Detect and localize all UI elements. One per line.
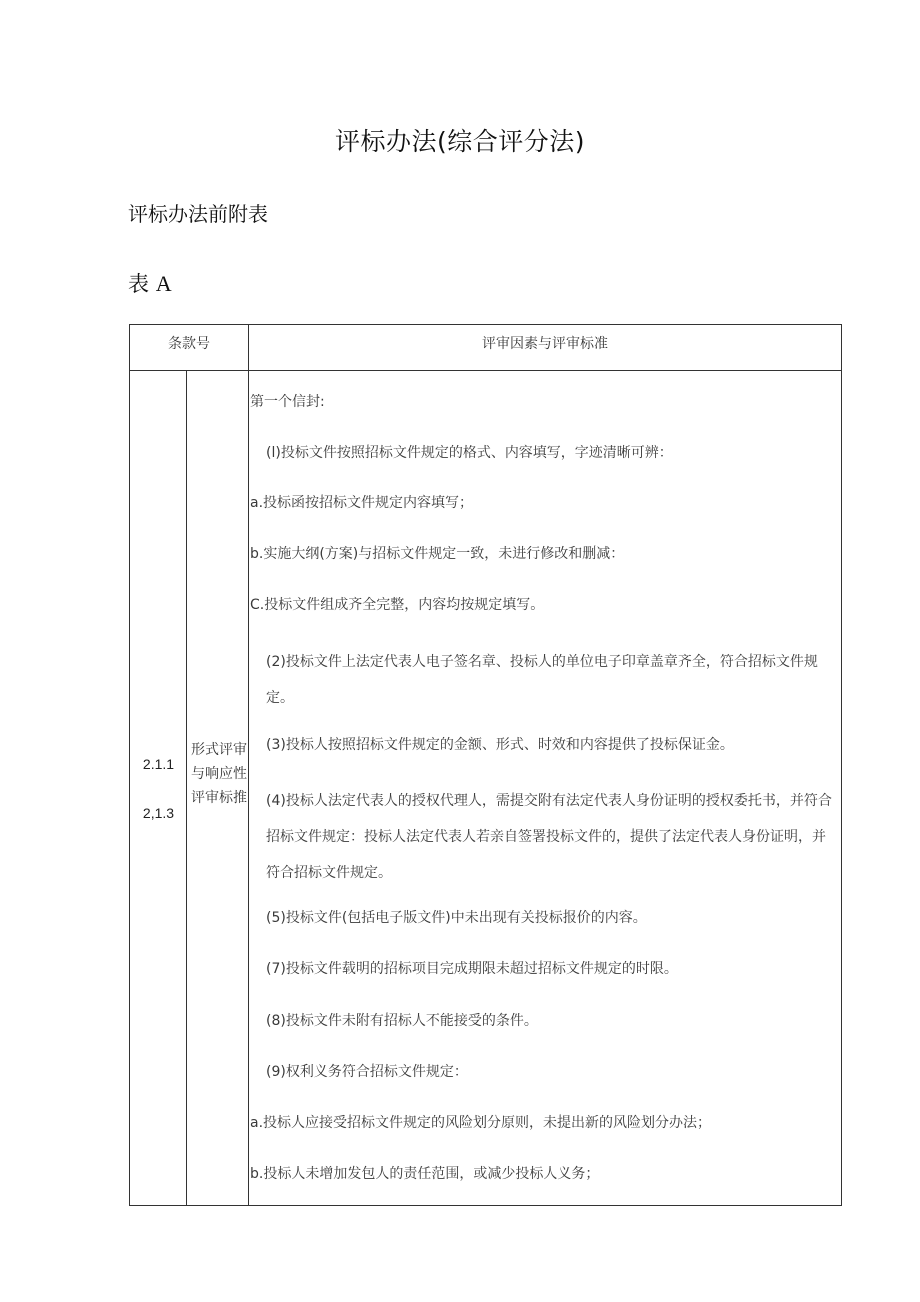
table-column-divider-sub [186, 370, 187, 1206]
criteria-line: (8)投标文件未附有招标人不能接受的条件。 [266, 1013, 538, 1029]
criteria-line: b.投标人未增加发包人的责任范围，或减少投标人义务； [250, 1166, 600, 1182]
criteria-line: (3)投标人按照招标文件规定的金额、形式、时效和内容提供了投标保证金。 [266, 737, 734, 753]
clause-number: 2.1.1 [142, 756, 175, 772]
header-clause-number: 条款号 [168, 336, 210, 352]
criteria-line: a.投标人应接受招标文件规定的风险划分原则，未提出新的风险划分办法； [250, 1115, 712, 1131]
table-label [128, 268, 172, 300]
criteria-line: (2)投标文件上法定代表人电子签名章、投标人的单位电子印章盖章齐全，符合招标文件规定。 [266, 654, 818, 706]
table-column-divider-main [248, 324, 249, 1206]
table-header-divider [129, 370, 842, 371]
document-title: 评标办法(综合评分法) [334, 127, 585, 156]
criteria-line: (l)投标文件按照招标文件规定的格式、内容填写，字迹清晰可辨： [266, 445, 673, 461]
review-category: 形式评审与响应性评审标推 [191, 742, 247, 806]
criteria-line: b.实施大纲(方案)与招标文件规定一致，未进行修改和删减： [250, 546, 625, 562]
table-label-letter: A [155, 271, 172, 296]
criteria-line: 第一个信封: [250, 394, 325, 410]
criteria-line: (4)投标人法定代表人的授权代理人，需提交附有法定代表人身份证明的授权委托书，并符合招标文件规定：投标人法定代表人若亲自签署投标文件的，提供了法定代表人身份证明，并符合招标文件规定。 [266, 793, 832, 881]
header-criteria: 评审因素与评审标准 [482, 336, 608, 352]
clause-number: 2,1.3 [142, 805, 175, 821]
criteria-line: (7)投标文件载明的招标项目完成期限未超过招标文件规定的时限。 [266, 961, 678, 977]
criteria-line: C.投标文件组成齐全完整，内容均按规定填写。 [250, 597, 545, 613]
criteria-line: (5)投标文件(包括电子版文件)中未出现有关投标报价的内容。 [266, 910, 647, 926]
section-heading: 评标办法前附表 [128, 202, 268, 226]
criteria-line: (9)权利义务符合招标文件规定： [266, 1064, 468, 1080]
table-label-prefix: 表 [128, 272, 149, 296]
criteria-line: a.投标函按招标文件规定内容填写； [250, 495, 474, 511]
